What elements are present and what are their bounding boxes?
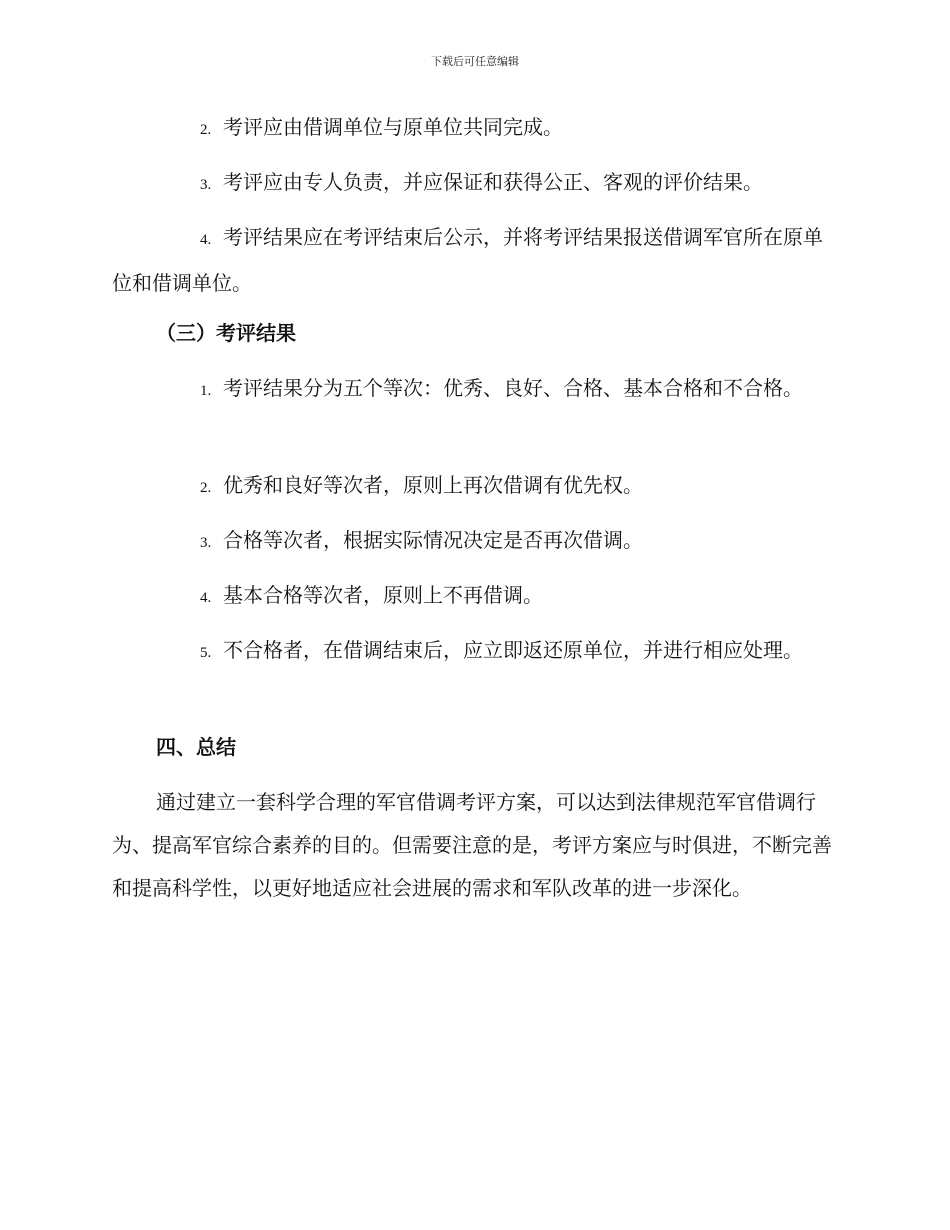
item-number: 4.: [200, 590, 212, 606]
item-text: 合格等次者，根据实际情况决定是否再次借调。: [223, 528, 643, 552]
item-number: 2.: [200, 122, 212, 138]
item-number: 5.: [200, 645, 212, 661]
list-item: [112, 216, 838, 305]
item-text: 考评结果分为五个等次：优秀、良好、合格、基本合格和不合格。: [223, 376, 803, 400]
item-text: 考评应由借调单位与原单位共同完成。: [223, 115, 563, 139]
list-item: [112, 629, 838, 675]
summary-paragraph: 通过建立一套科学合理的军官借调考评方案，可以达到法律规范军官借调行为、提高军官综合素养的目的。但需要注意的是，考评方案应与时俱进，不断完善和提高科学性，以更好地适应社会进展的需求和军队改革的进一步深化。: [112, 790, 832, 900]
item-number: 2.: [200, 480, 212, 496]
item-text: 不合格者，在借调结束后，应立即返还原单位，并进行相应处理。: [223, 638, 803, 662]
section-heading: 四、总结: [156, 735, 236, 759]
list-item: [112, 106, 838, 152]
list-item: [112, 574, 838, 620]
list-item: [112, 161, 838, 207]
item-text: 基本合格等次者，原则上不再借调。: [223, 583, 543, 607]
list-item: [112, 367, 838, 413]
list-item: [112, 464, 838, 510]
item-number: 3.: [200, 535, 212, 551]
list-item: [112, 519, 838, 565]
item-text: 优秀和良好等次者，原则上再次借调有优先权。: [223, 473, 643, 497]
item-number: 4.: [200, 232, 212, 248]
item-number: 1.: [200, 383, 212, 399]
item-text: 考评结果应在考评结束后公示，并将考评结果报送借调军官所在原单位和借调单位。: [112, 225, 823, 295]
section-heading: （三）考评结果: [156, 321, 296, 345]
page-header: 下载后可任意编辑: [431, 55, 519, 68]
item-number: 3.: [200, 177, 212, 193]
item-text: 考评应由专人负责，并应保证和获得公正、客观的评价结果。: [223, 170, 763, 194]
